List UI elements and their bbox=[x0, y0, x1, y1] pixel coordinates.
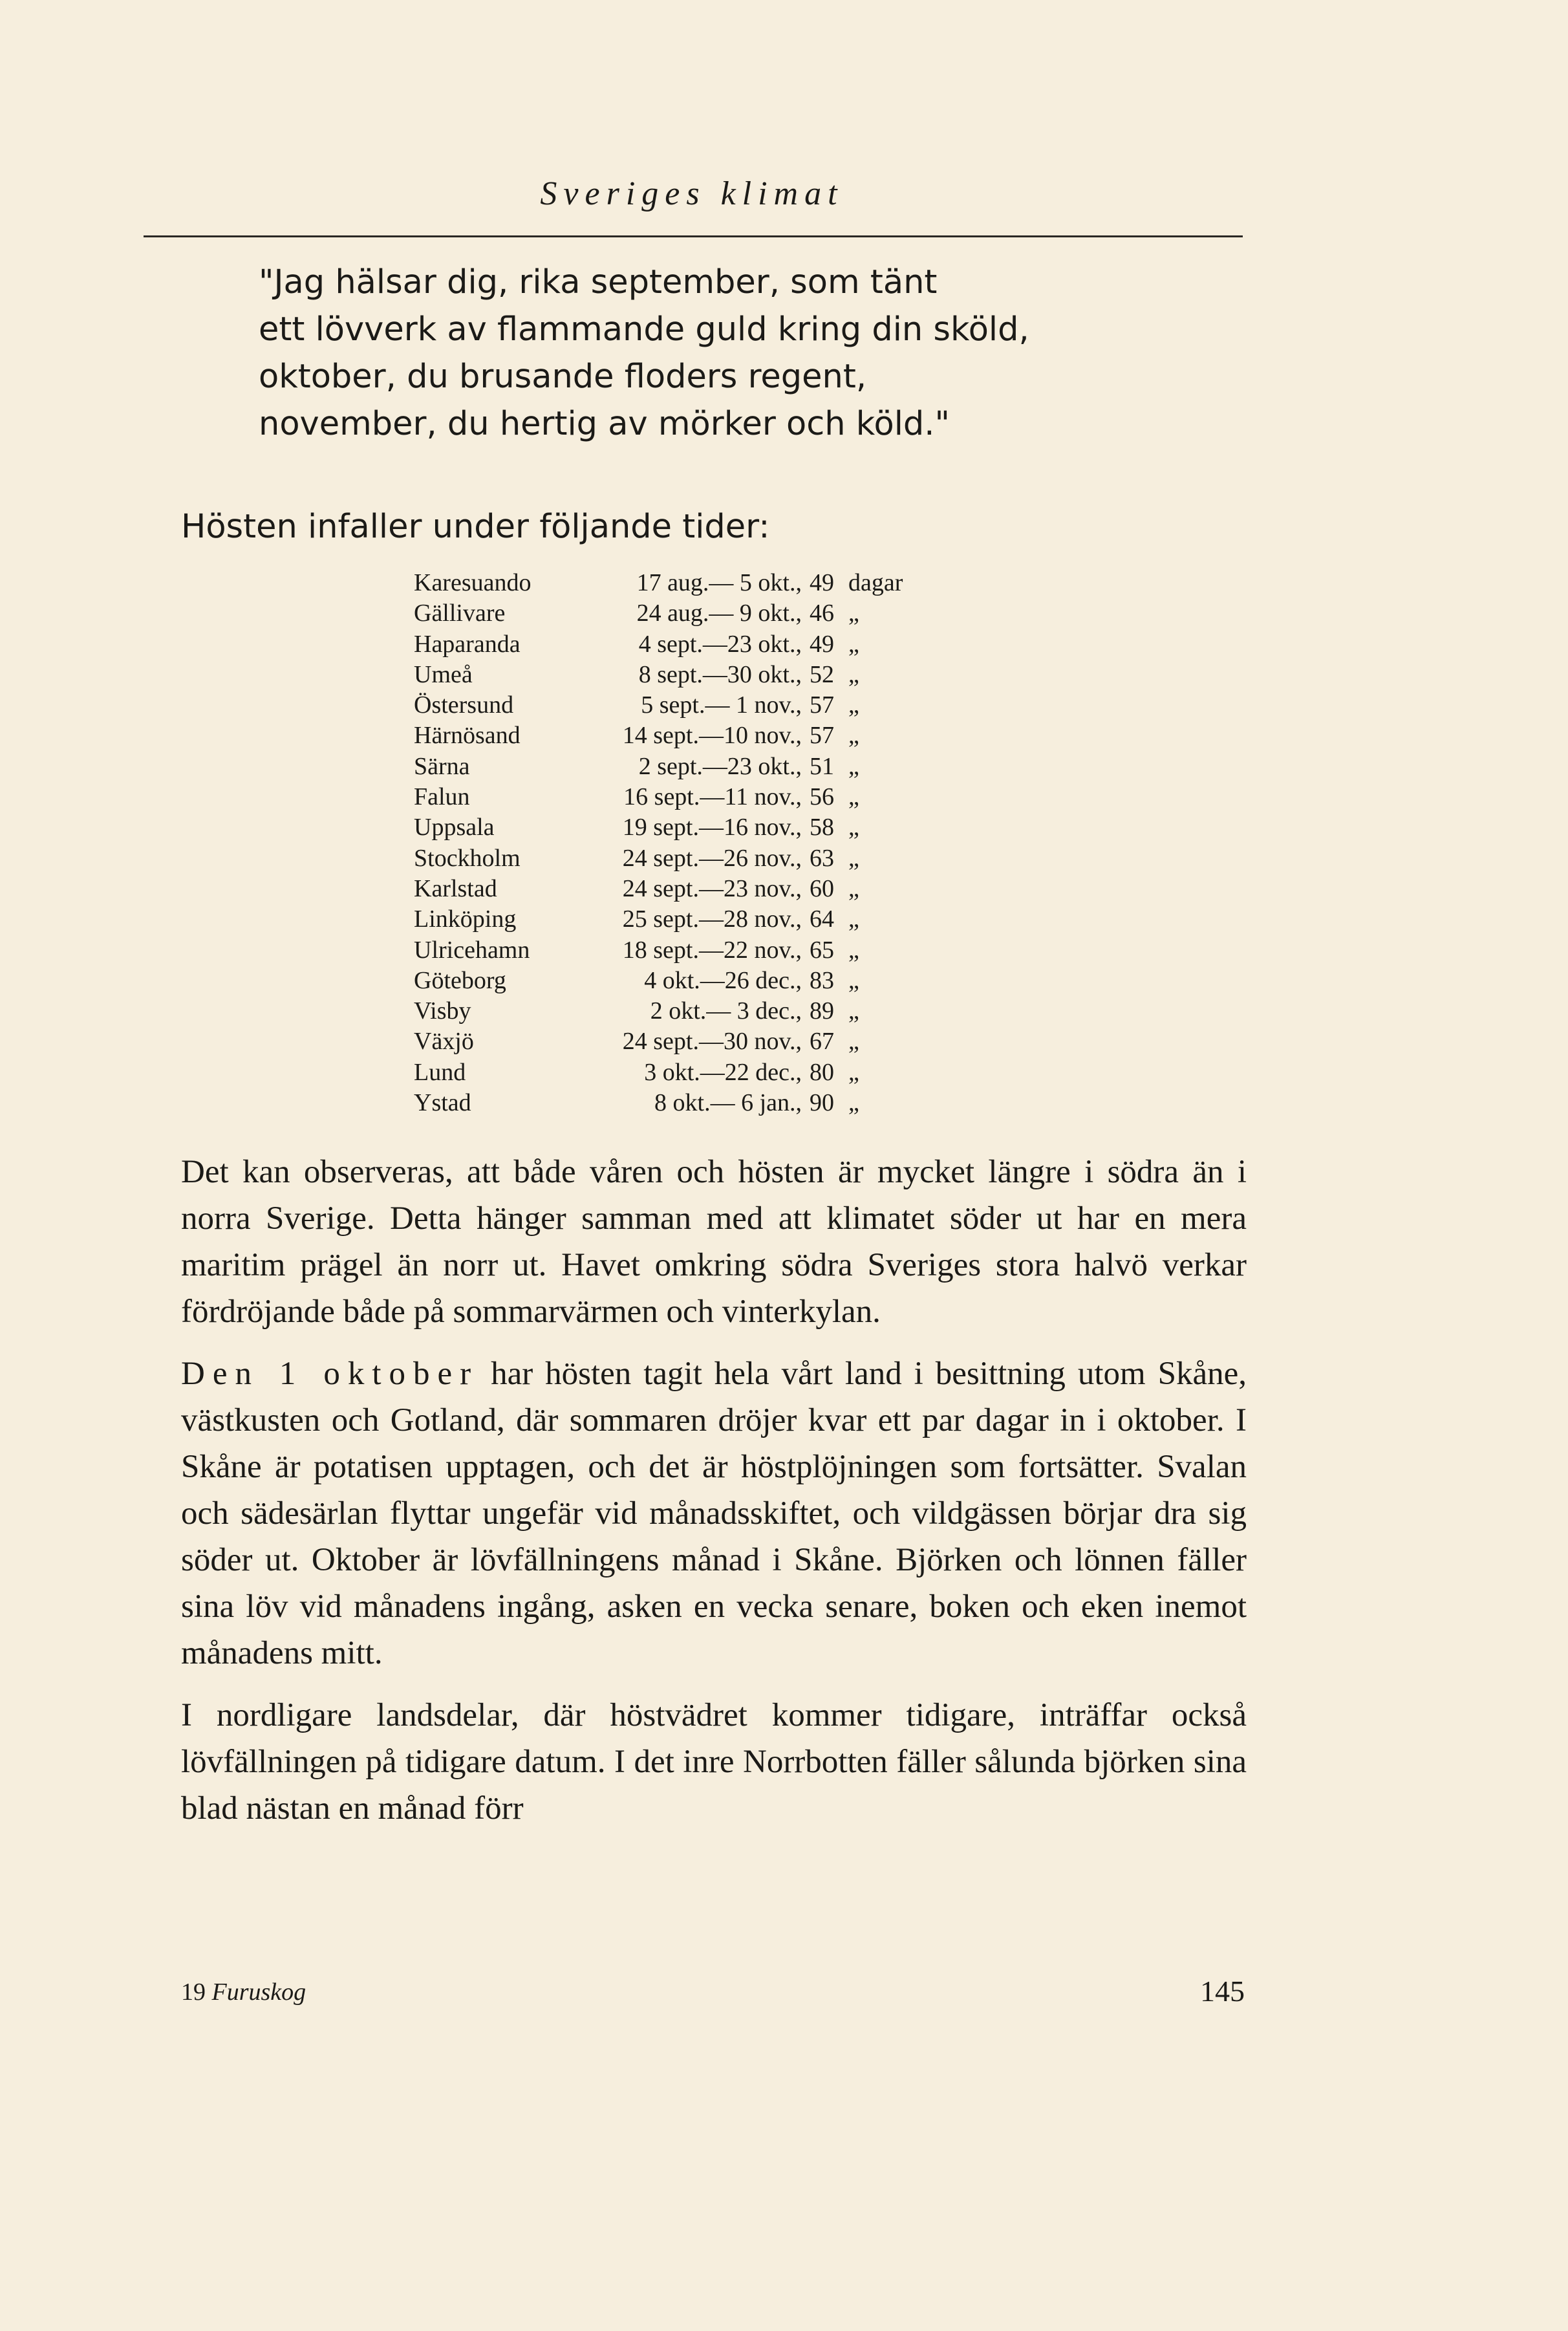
paragraph bbox=[181, 1350, 1247, 1676]
place-cell: Ulricehamn bbox=[414, 936, 530, 964]
poem-line: ett lövverk av flammande guld kring din sköld, bbox=[259, 310, 1029, 349]
place-cell: Visby bbox=[414, 997, 471, 1025]
dates-cell: 14 sept.—10 nov., bbox=[622, 722, 802, 750]
place-cell: Lund bbox=[414, 1058, 466, 1086]
days-cell: 65 bbox=[810, 936, 834, 964]
days-cell: 67 bbox=[810, 1028, 834, 1056]
poem-line: november, du hertig av mörker och köld." bbox=[259, 405, 950, 443]
days-cell: 51 bbox=[810, 752, 834, 780]
place-cell: Karlstad bbox=[414, 874, 497, 902]
signature-number: 19 bbox=[181, 1979, 206, 2006]
paragraph: Det kan observeras, att både våren och hösten är mycket längre i södra än i norra Sverige. Detta hänger samman med att klimatet söder ut har en mera maritim prägel än norr ut. Havet omkring södra Sveriges stora halvö verkar fördröjande både på sommarvärmen och vinterkylan. bbox=[181, 1154, 1247, 1330]
days-cell: 52 bbox=[810, 660, 834, 688]
signature-word: Furuskog bbox=[211, 1979, 306, 2006]
dates-cell: 8 okt.— 6 jan., bbox=[654, 1089, 802, 1117]
unit-cell: „ bbox=[848, 722, 859, 750]
days-cell: 49 bbox=[810, 630, 834, 658]
place-cell: Östersund bbox=[414, 691, 514, 719]
dates-cell: 3 okt.—22 dec., bbox=[644, 1058, 802, 1086]
dates-cell: 17 aug.— 5 okt., bbox=[636, 569, 802, 596]
running-head: Sveriges klimat bbox=[540, 175, 844, 212]
unit-cell: „ bbox=[848, 814, 859, 841]
dates-cell: 2 sept.—23 okt., bbox=[638, 752, 802, 780]
header-rule bbox=[144, 235, 1243, 237]
unit-cell: dagar bbox=[848, 569, 903, 596]
days-cell: 58 bbox=[810, 814, 834, 841]
dates-cell: 25 sept.—28 nov., bbox=[622, 905, 802, 933]
unit-cell: „ bbox=[848, 1028, 859, 1056]
unit-cell: „ bbox=[848, 905, 859, 933]
place-cell: Linköping bbox=[414, 905, 517, 933]
place-cell: Härnösand bbox=[414, 722, 521, 750]
dates-cell: 18 sept.—22 nov., bbox=[622, 936, 802, 964]
unit-cell: „ bbox=[848, 1058, 859, 1086]
place-cell: Växjö bbox=[414, 1028, 474, 1056]
place-cell: Umeå bbox=[414, 660, 473, 688]
place-cell: Stockholm bbox=[414, 844, 521, 872]
days-cell: 89 bbox=[810, 997, 834, 1025]
poem-line: "Jag hälsar dig, rika september, som tänt bbox=[259, 263, 938, 301]
unit-cell: „ bbox=[848, 1089, 859, 1117]
place-cell: Särna bbox=[414, 752, 470, 780]
paragraph: I nordligare landsdelar, där höstvädret kommer tidigare, inträffar också lövfällningen på tidigare datum. I det inre Norrbotten fäller sålunda björken sina blad nästan en månad förr bbox=[181, 1697, 1247, 1827]
emphasis-spaced: Den 1 oktober bbox=[181, 1356, 479, 1392]
dates-cell: 19 sept.—16 nov., bbox=[622, 814, 802, 841]
unit-cell: „ bbox=[848, 966, 859, 994]
place-cell: Falun bbox=[414, 783, 470, 811]
dates-cell: 16 sept.—11 nov., bbox=[623, 783, 802, 811]
days-cell: 57 bbox=[810, 722, 834, 750]
body-text bbox=[181, 1149, 1247, 1847]
place-cell: Karesuando bbox=[414, 569, 532, 596]
unit-cell: „ bbox=[848, 691, 859, 719]
dates-cell: 2 okt.— 3 dec., bbox=[650, 997, 802, 1025]
days-cell: 90 bbox=[810, 1089, 834, 1117]
dates-cell: 4 sept.—23 okt., bbox=[638, 630, 802, 658]
dates-cell: 4 okt.—26 dec., bbox=[644, 966, 802, 994]
place-cell: Gällivare bbox=[414, 600, 506, 627]
unit-cell: „ bbox=[848, 600, 859, 627]
unit-cell: „ bbox=[848, 660, 859, 688]
paragraph-text: har hösten tagit hela vårt land i besittning utom Skåne, västkusten och Gotland, där sommaren dröjer kvar ett par dagar in i oktober. I Skåne är potatisen upptagen, och det är höstplöjningen som fortsätter. Svalan och sädesärlan flyttar ungefär vid månadsskiftet, och vildgässen börjar dra sig söder ut. Oktober är lövfällningens månad i Skåne. Björken och lönnen fäller sina löv vid månadens ingång, asken en vecka senare, boken och eken inemot månadens mitt. bbox=[181, 1356, 1247, 1671]
dates-cell: 5 sept.— 1 nov., bbox=[641, 691, 802, 719]
signature-mark bbox=[181, 1978, 306, 2006]
unit-cell: „ bbox=[848, 630, 859, 658]
unit-cell: „ bbox=[848, 844, 859, 872]
place-cell: Uppsala bbox=[414, 814, 495, 841]
dates-cell: 24 sept.—30 nov., bbox=[622, 1028, 802, 1056]
days-cell: 63 bbox=[810, 844, 834, 872]
days-cell: 64 bbox=[810, 905, 834, 933]
dates-cell: 8 sept.—30 okt., bbox=[638, 660, 802, 688]
dates-cell: 24 sept.—26 nov., bbox=[622, 844, 802, 872]
poem-line: oktober, du brusande floders regent, bbox=[259, 358, 867, 396]
days-cell: 83 bbox=[810, 966, 834, 994]
unit-cell: „ bbox=[848, 936, 859, 964]
days-cell: 56 bbox=[810, 783, 834, 811]
unit-cell: „ bbox=[848, 997, 859, 1025]
days-cell: 80 bbox=[810, 1058, 834, 1086]
days-cell: 49 bbox=[810, 569, 834, 596]
days-cell: 60 bbox=[810, 874, 834, 902]
unit-cell: „ bbox=[848, 752, 859, 780]
place-cell: Haparanda bbox=[414, 630, 521, 658]
days-cell: 57 bbox=[810, 691, 834, 719]
days-cell: 46 bbox=[810, 600, 834, 627]
dates-cell: 24 aug.— 9 okt., bbox=[636, 600, 802, 627]
page-number: 145 bbox=[1200, 1975, 1245, 2008]
dates-cell: 24 sept.—23 nov., bbox=[622, 874, 802, 902]
table-intro: Hösten infaller under följande tider: bbox=[181, 508, 770, 546]
unit-cell: „ bbox=[848, 783, 859, 811]
place-cell: Göteborg bbox=[414, 966, 506, 994]
place-cell: Ystad bbox=[414, 1089, 471, 1117]
poem-quote bbox=[259, 259, 1293, 448]
unit-cell: „ bbox=[848, 874, 859, 902]
